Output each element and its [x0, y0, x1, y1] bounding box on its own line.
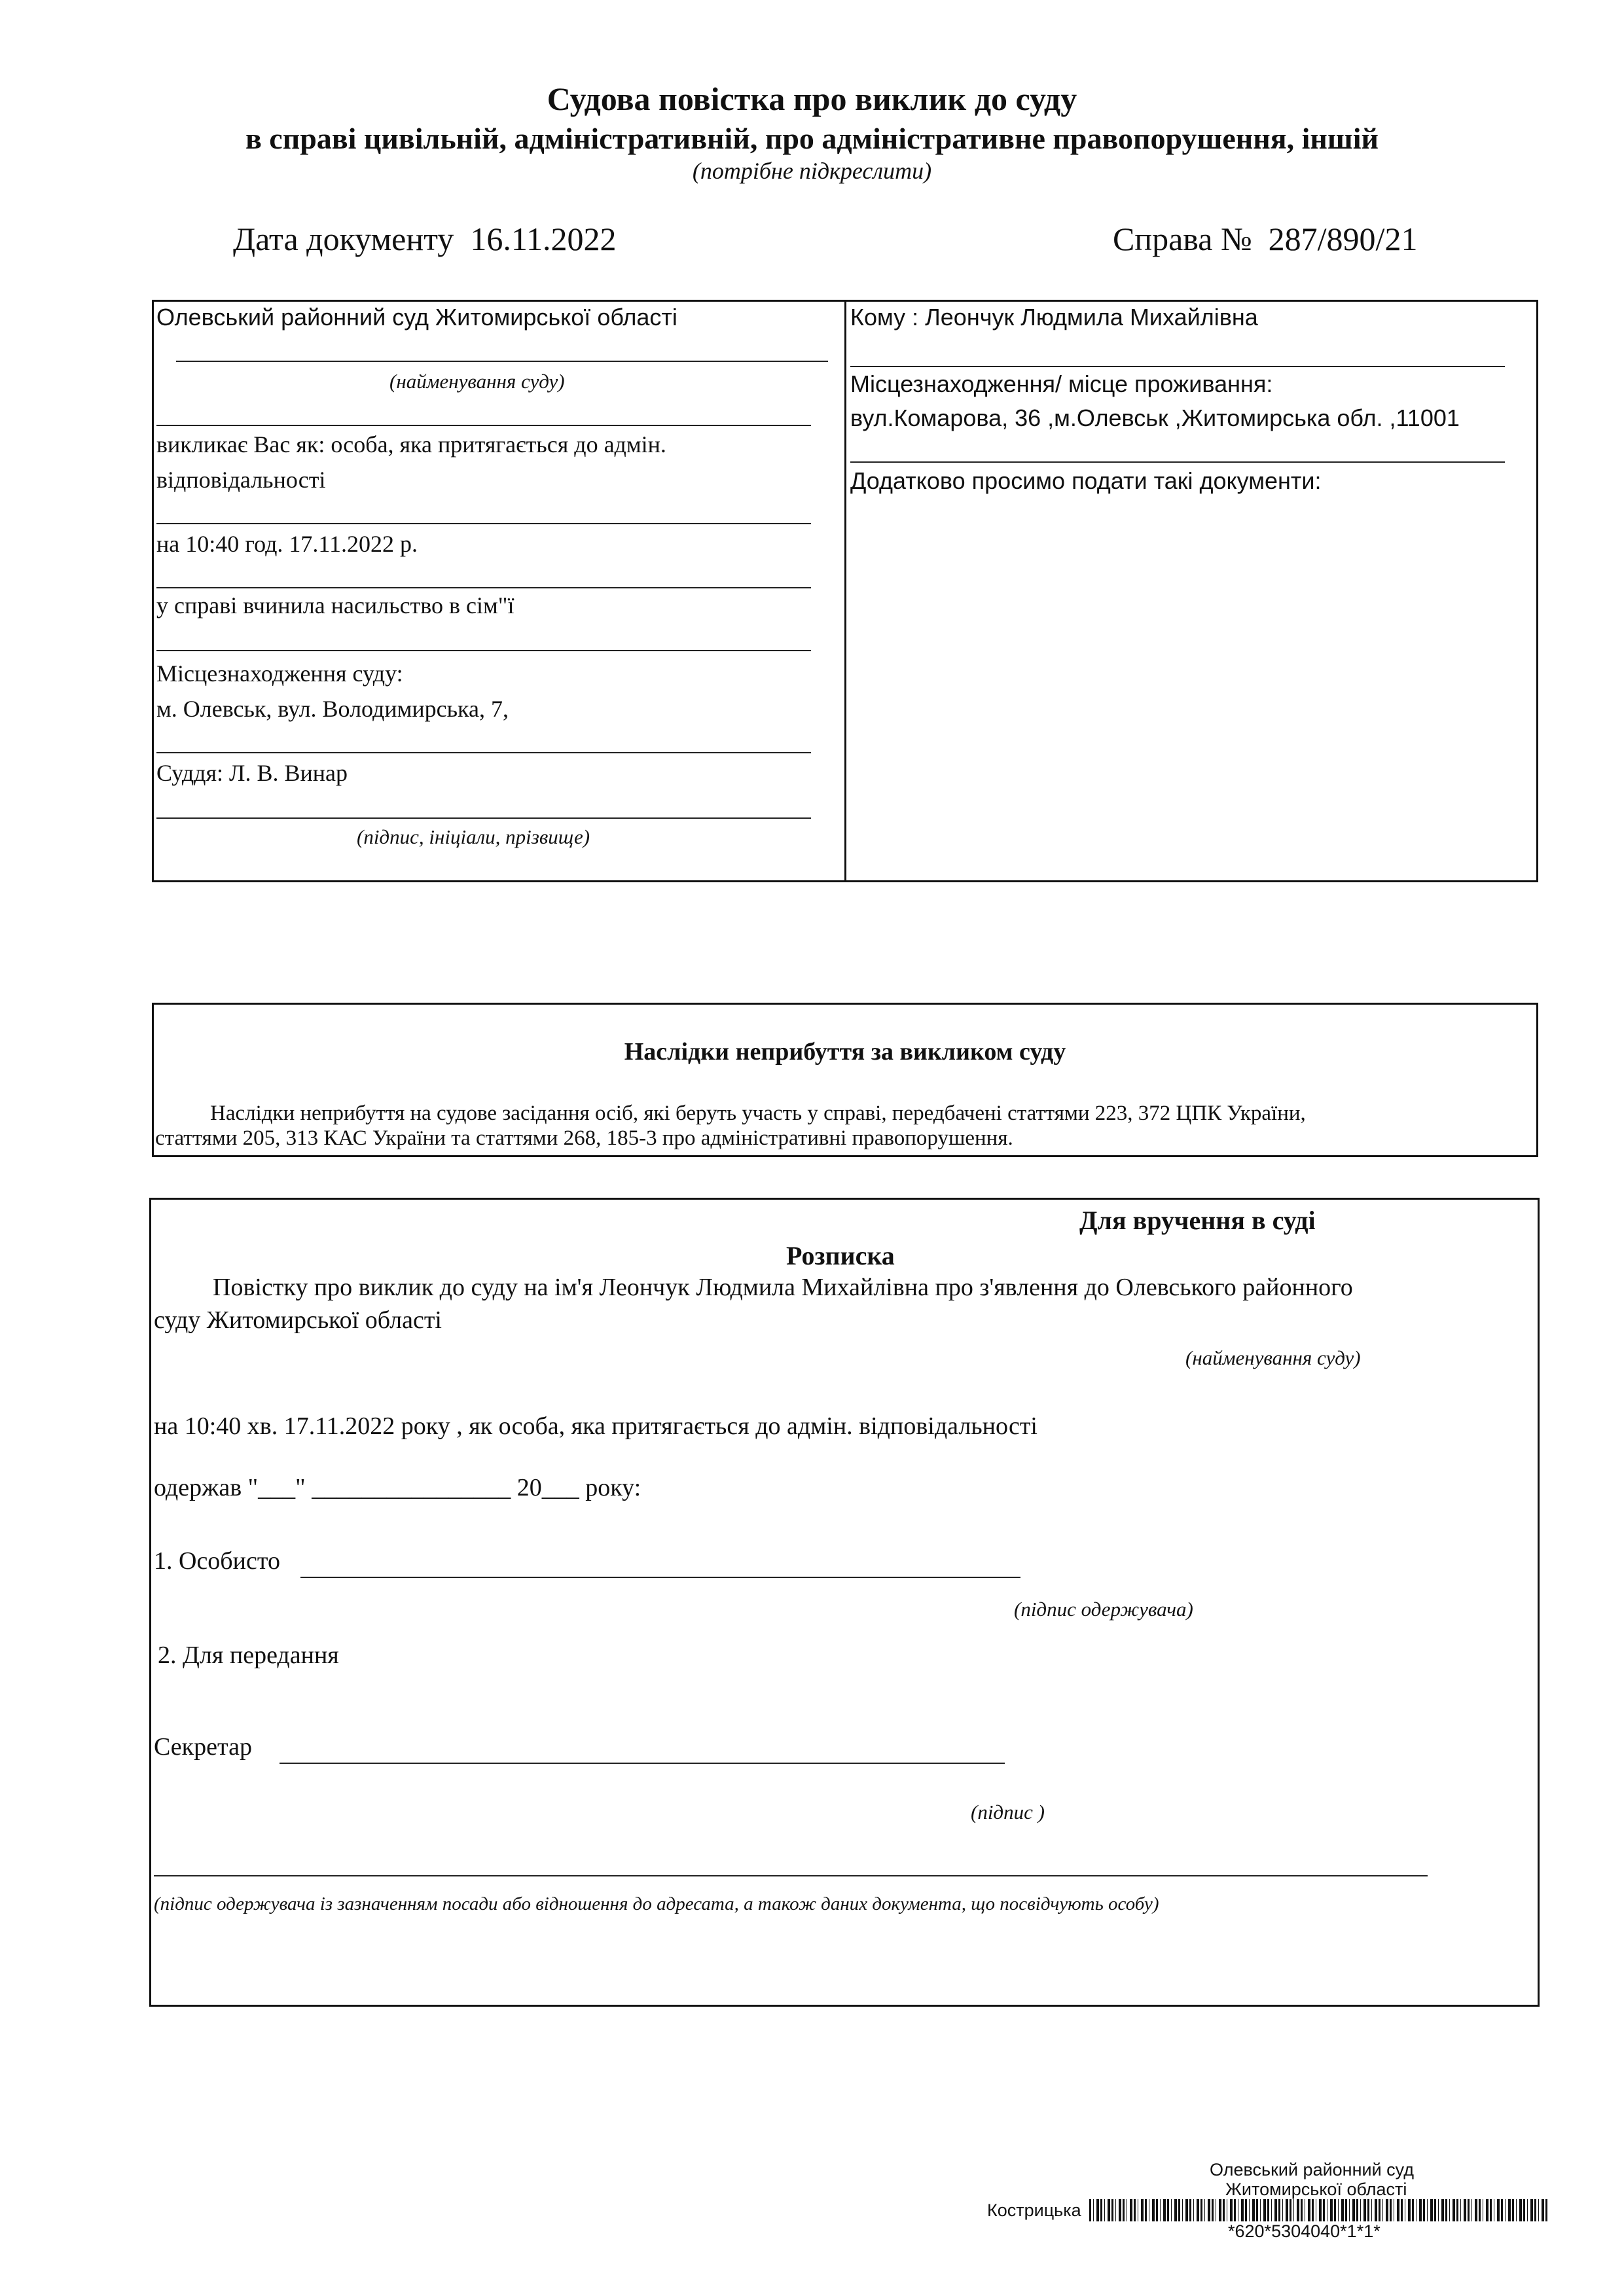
residence-label: Місцезнаходження/ місце проживання:: [850, 370, 1273, 397]
column-divider: [844, 302, 846, 880]
rule: [156, 650, 811, 651]
documents-label: Додатково просимо подати такі документи:: [850, 467, 1322, 494]
rule: [156, 752, 811, 753]
rule: [156, 523, 811, 524]
court-use-label: Для вручення в суді: [1079, 1206, 1316, 1235]
judge-name: Суддя: Л. В. Винар: [156, 760, 348, 786]
summons-box: [152, 300, 1538, 882]
footer-court-line-2: Житомирської області: [1225, 2179, 1407, 2199]
judge-caption: (підпис, ініціали, прізвище): [357, 825, 590, 848]
rule: [156, 587, 811, 588]
court-name: Олевський районний суд Житомирської області: [156, 304, 677, 331]
receipt-text: Повістку про виклик до суду на ім'я Леончук Людмила Михайлівна про з'явлення до Олевського районного: [213, 1274, 1353, 1301]
transfer-label: 2. Для передання: [158, 1641, 339, 1669]
secretary-label: Секретар: [154, 1733, 252, 1761]
consequences-title: Наслідки неприбуття за викликом суду: [624, 1038, 1066, 1066]
recipient-signature-line[interactable]: [300, 1577, 1020, 1578]
footer-court-line-1: Олевський районний суд: [1210, 2160, 1415, 2179]
rule: [850, 366, 1505, 367]
case-label: Справа №: [1113, 221, 1252, 257]
underline-note: (потрібне підкреслити): [692, 158, 932, 184]
receipt-court-caption: (найменування суду): [1185, 1346, 1361, 1369]
recipient-details-line[interactable]: [154, 1875, 1428, 1876]
case-number: [1113, 220, 1417, 258]
rule: [156, 425, 811, 426]
consequences-box: [152, 1003, 1538, 1157]
recipient-details-caption: (підпис одержувача із зазначенням посади або відношення до адресата, а також даних документа, що посвідчують особу): [154, 1893, 1159, 1914]
addressee: Кому : Леончук Людмила Михайлівна: [850, 304, 1258, 331]
barcode: [1089, 2199, 1547, 2221]
summon-as-continued: відповідальності: [156, 467, 326, 493]
document-date: [233, 220, 616, 258]
receipt-box: [149, 1198, 1540, 2007]
rule: [176, 361, 828, 362]
rule: [850, 461, 1505, 463]
received-date-line: одержав "___" ________________ 20___ року:: [154, 1474, 641, 1501]
secretary-signature-line[interactable]: [280, 1763, 1005, 1764]
court-location: м. Олевськ, вул. Володимирська, 7,: [156, 696, 509, 722]
receipt-text-continued: суду Житомирської області: [154, 1306, 442, 1334]
summon-as: викликає Вас як: особа, яка притягається до адмін.: [156, 431, 666, 457]
hearing-time: на 10:40 год. 17.11.2022 р.: [156, 531, 418, 557]
document-subtitle: в справі цивільній, адміністративній, про адміністративне правопорушення, іншій: [245, 122, 1379, 155]
date-value: 16.11.2022: [470, 221, 617, 257]
personal-receipt-label: 1. Особисто: [154, 1547, 280, 1575]
recipient-signature-caption: (підпис одержувача): [1014, 1598, 1193, 1621]
consequences-text-continued: статтями 205, 313 КАС України та статтями 268, 185-3 про адміністративні правопорушення.: [155, 1126, 1013, 1150]
rule: [156, 817, 811, 819]
clerk-name: Кострицька: [987, 2200, 1081, 2220]
document-title: Судова повістка про виклик до суду: [547, 81, 1077, 117]
date-label: Дата документу: [233, 221, 454, 257]
consequences-text: Наслідки неприбуття на судове засідання осіб, які беруть участь у справі, передбачені статтями 223, 372 ЦПК України,: [210, 1102, 1306, 1125]
receipt-title: Розписка: [786, 1241, 895, 1270]
residence-address: вул.Комарова, 36 ,м.Олевськ ,Житомирська обл. ,11001: [850, 404, 1460, 431]
case-value: 287/890/21: [1268, 221, 1418, 257]
receipt-hearing-time: на 10:40 хв. 17.11.2022 року , як особа, яка притягається до адмін. відповідальності: [154, 1412, 1038, 1440]
barcode-text: *620*5304040*1*1*: [1228, 2221, 1380, 2241]
case-subject: у справі вчинила насильство в сім"ї: [156, 592, 514, 619]
secretary-signature-caption: (підпис ): [971, 1801, 1045, 1823]
court-location-label: Місцезнаходження суду:: [156, 660, 403, 687]
court-caption: (найменування суду): [389, 370, 565, 393]
